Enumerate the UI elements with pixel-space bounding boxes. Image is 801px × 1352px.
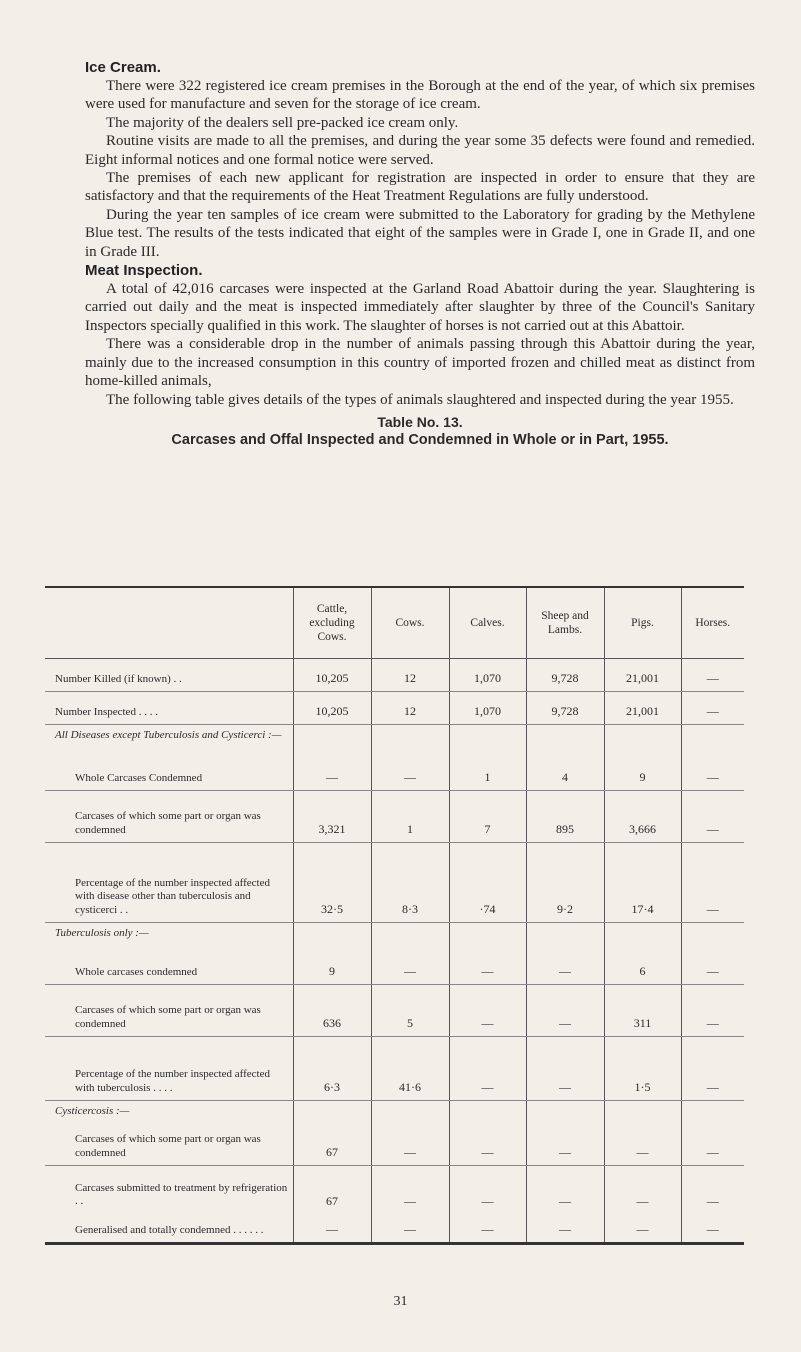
table-cell: — xyxy=(681,692,744,725)
paragraph: A total of 42,016 carcases were inspected at the Garland Road Abattoir during the year. Slaughtering is carried out daily and the meat is inspected immediately after slaughter by three of the Council's Sanitary Inspectors specially qualified in this work. The slaughter of horses is not carried out at this Abattoir. xyxy=(85,281,755,334)
table-row xyxy=(45,843,744,923)
table-cell: 12 xyxy=(371,659,449,692)
table-cell: — xyxy=(681,955,744,985)
table-cell xyxy=(371,1101,449,1124)
table-cell xyxy=(449,923,526,955)
table-cell xyxy=(293,725,371,761)
table-cell xyxy=(604,923,681,955)
table-cell: 21,001 xyxy=(604,692,681,725)
table-cell: 895 xyxy=(526,791,604,843)
column-header: Cattle, excluding Cows. xyxy=(293,587,371,659)
table-cell: 1 xyxy=(371,791,449,843)
table-cell: 6 xyxy=(604,955,681,985)
table-cell: 1,070 xyxy=(449,659,526,692)
table-row xyxy=(45,761,744,791)
table-cell: 9,728 xyxy=(526,692,604,725)
table-cell: — xyxy=(449,1166,526,1214)
table-cell: — xyxy=(526,955,604,985)
table-cell: — xyxy=(681,985,744,1037)
meat-inspection-heading: Meat Inspection. xyxy=(85,262,203,280)
table-cell: — xyxy=(526,1124,604,1166)
table-cell: — xyxy=(449,1214,526,1244)
table-row xyxy=(45,1124,744,1166)
table-row xyxy=(45,955,744,985)
table-row xyxy=(45,985,744,1037)
column-header: Sheep and Lambs. xyxy=(526,587,604,659)
table-cell: — xyxy=(526,1037,604,1101)
table-cell: — xyxy=(449,985,526,1037)
row-label: Carcases submitted to treatment by refrigeration . . xyxy=(75,1181,288,1207)
table-cell: 4 xyxy=(526,761,604,791)
table-row xyxy=(45,923,744,955)
table-cell: — xyxy=(449,1037,526,1101)
table-cell: 12 xyxy=(371,692,449,725)
table-row xyxy=(45,1166,744,1214)
paragraph: The premises of each new applicant for registration are inspected in order to ensure that they are satisfactory and that the requirements of the Heat Treatment Regulations are fully understood. xyxy=(85,170,755,205)
table-title: Carcases and Offal Inspected and Condemned in Whole or in Part, 1955. xyxy=(171,431,669,448)
table-cell: 3,666 xyxy=(604,791,681,843)
table-cell: — xyxy=(526,1214,604,1244)
table-cell: — xyxy=(681,1124,744,1166)
table-cell: 67 xyxy=(293,1166,371,1214)
table-cell: — xyxy=(681,1037,744,1101)
table-header-row xyxy=(45,587,744,659)
table-cell xyxy=(371,725,449,761)
row-label: Tuberculosis only :— xyxy=(55,927,149,939)
table-cell: — xyxy=(449,955,526,985)
table-row xyxy=(45,692,744,725)
row-label: Number Killed (if known) . . xyxy=(45,659,293,692)
row-label: Whole Carcases Condemned xyxy=(45,761,293,791)
table-cell xyxy=(526,725,604,761)
table-cell xyxy=(371,923,449,955)
table-row xyxy=(45,791,744,843)
table-cell: 3,321 xyxy=(293,791,371,843)
table-cell: — xyxy=(681,1214,744,1244)
table-cell: — xyxy=(526,1166,604,1214)
column-header: Horses. xyxy=(681,587,744,659)
paragraph: The majority of the dealers sell pre-packed ice cream only. xyxy=(106,114,459,131)
table-row xyxy=(45,1037,744,1101)
table-cell: 21,001 xyxy=(604,659,681,692)
table-cell: 41·6 xyxy=(371,1037,449,1101)
table-cell: — xyxy=(681,1166,744,1214)
row-label: Carcases of which some part or organ was condemned xyxy=(45,1124,293,1166)
page-number: 31 xyxy=(393,1294,408,1309)
table-cell: — xyxy=(681,659,744,692)
table-cell xyxy=(526,1101,604,1124)
table-cell: 32·5 xyxy=(293,843,371,923)
table-cell: — xyxy=(604,1166,681,1214)
table-cell: — xyxy=(681,843,744,923)
row-label: Number Inspected . . . . xyxy=(45,692,293,725)
row-label: Percentage of the number inspected affected with disease other than tuberculosis and cysticerci . . xyxy=(45,843,293,923)
table-cell: — xyxy=(371,1166,449,1214)
row-label: All Diseases except Tuberculosis and Cysticerci :— xyxy=(55,729,282,741)
table-cell xyxy=(604,725,681,761)
table-cell: — xyxy=(293,761,371,791)
table-cell: — xyxy=(293,1214,371,1244)
table-cell: 7 xyxy=(449,791,526,843)
table-cell: — xyxy=(371,761,449,791)
column-header: Pigs. xyxy=(604,587,681,659)
paragraph: The following table gives details of the types of animals slaughtered and inspected during the year 1955. xyxy=(106,391,734,408)
table-cell: 311 xyxy=(604,985,681,1037)
ice-cream-heading: Ice Cream. xyxy=(85,59,161,76)
row-label: Carcases of which some part or organ was condemned xyxy=(45,791,293,843)
table-cell: 636 xyxy=(293,985,371,1037)
table-cell xyxy=(449,1101,526,1124)
table-number: Table No. 13. xyxy=(377,413,463,430)
table-cell: 17·4 xyxy=(604,843,681,923)
table-cell: — xyxy=(604,1124,681,1166)
row-label: Percentage of the number inspected affected with tuberculosis . . . . xyxy=(45,1037,293,1101)
table-cell: ·74 xyxy=(449,843,526,923)
table-cell: 6·3 xyxy=(293,1037,371,1101)
table-row xyxy=(45,659,744,692)
row-label: Generalised and totally condemned . . . . . . xyxy=(75,1223,264,1236)
row-label: Cysticercosis :— xyxy=(55,1105,130,1117)
table-cell xyxy=(681,725,744,761)
table-cell: 1·5 xyxy=(604,1037,681,1101)
table-cell xyxy=(293,923,371,955)
table-row xyxy=(45,1101,744,1124)
paragraph: Routine visits are made to all the premises, and during the year some 35 defects were found and remedied. Eight informal notices and one formal notice were served. xyxy=(85,133,755,168)
table-cell: 1,070 xyxy=(449,692,526,725)
table-cell: 5 xyxy=(371,985,449,1037)
table-cell: 10,205 xyxy=(293,692,371,725)
table-cell: 9 xyxy=(293,955,371,985)
table-cell xyxy=(526,923,604,955)
column-header xyxy=(45,587,293,659)
paragraph: During the year ten samples of ice cream were submitted to the Laboratory for grading by the Methylene Blue test. The results of the tests indicated that eight of the samples were in Grade I, one in Grade II, and one in Grade III. xyxy=(85,206,755,260)
paragraph: There were 322 registered ice cream premises in the Borough at the end of the year, of which six premises were used for manufacture and seven for the storage of ice cream. xyxy=(85,78,755,113)
carcases-table xyxy=(45,586,744,1245)
table-cell: — xyxy=(604,1214,681,1244)
table-row xyxy=(45,725,744,761)
table-cell: 1 xyxy=(449,761,526,791)
table-row xyxy=(45,1214,744,1244)
table-cell: — xyxy=(681,761,744,791)
table-cell: 9,728 xyxy=(526,659,604,692)
table-cell xyxy=(449,725,526,761)
row-label: Whole carcases condemned xyxy=(45,955,293,985)
column-header: Cows. xyxy=(371,587,449,659)
table-cell: — xyxy=(526,985,604,1037)
row-label: Carcases of which some part or organ was condemned xyxy=(45,985,293,1037)
table-cell: 9 xyxy=(604,761,681,791)
table-cell: 9·2 xyxy=(526,843,604,923)
table-cell: 67 xyxy=(293,1124,371,1166)
table-cell xyxy=(681,923,744,955)
table-cell: — xyxy=(371,1124,449,1166)
table-cell: 10,205 xyxy=(293,659,371,692)
table-cell: — xyxy=(371,955,449,985)
table-cell xyxy=(681,1101,744,1124)
table-cell: — xyxy=(449,1124,526,1166)
table-cell: — xyxy=(371,1214,449,1244)
document-body xyxy=(85,58,755,449)
paragraph: There was a considerable drop in the number of animals passing through this Abattoir during the year, mainly due to the increased consumption in this country of imported frozen and chilled meat as distinct from home-killed animals, xyxy=(85,336,755,390)
table-cell: 8·3 xyxy=(371,843,449,923)
table-cell xyxy=(604,1101,681,1124)
column-header: Calves. xyxy=(449,587,526,659)
table-cell xyxy=(293,1101,371,1124)
table-cell: — xyxy=(681,791,744,843)
